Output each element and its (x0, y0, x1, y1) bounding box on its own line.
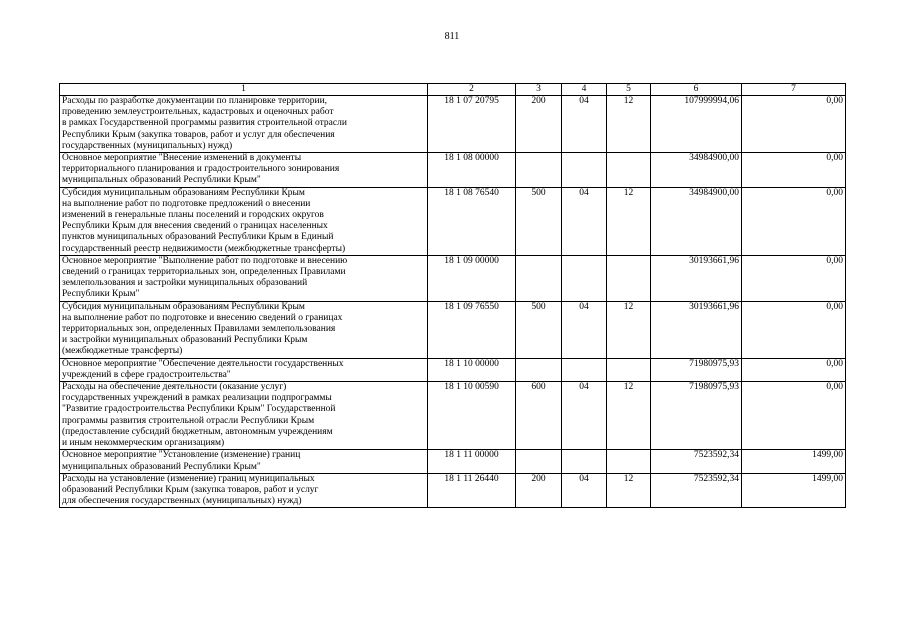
row-expense-type: 500 (516, 301, 562, 358)
row-subsection (607, 153, 651, 188)
table-row (60, 301, 846, 358)
row-subsection (607, 255, 651, 301)
row-sum-col6: 30193661,96 (651, 301, 742, 358)
row-target-code: 18 1 10 00590 (428, 382, 516, 450)
row-sum-col7: 0,00 (742, 382, 846, 450)
row-target-code: 18 1 09 00000 (428, 255, 516, 301)
row-section (562, 255, 607, 301)
header-col-7: 7 (742, 84, 846, 96)
row-name: Расходы на установление (изменение) границ муниципальных образований Республики Крым (закупка товаров, работ и услуг для обеспечения государственных (муниципальных) нужд) (60, 473, 428, 508)
row-name: Расходы на обеспечение деятельности (оказание услуг) государственных учреждений в рамках реализации подпрограммы "Развитие градостроительства Республики Крым" Государственной программы развития строительной отрасли Республики Крым (предоставление субсидий бюджетным, автономным учреждениям и иным некоммерческим организациям) (60, 382, 428, 450)
header-col-6: 6 (651, 84, 742, 96)
row-expense-type (516, 255, 562, 301)
row-expense-type (516, 358, 562, 381)
header-col-5: 5 (607, 84, 651, 96)
row-section: 04 (562, 473, 607, 508)
row-sum-col7: 1499,00 (742, 450, 846, 473)
row-sum-col6: 34984900,00 (651, 153, 742, 188)
table-row (60, 187, 846, 255)
row-subsection: 12 (607, 187, 651, 255)
table-row (60, 255, 846, 301)
table-row (60, 96, 846, 153)
row-name: Расходы по разработке документации по планировке территории, проведению землеустроительных, кадастровых и оценочных работ в рамках Государственной программы развития строительной отрасли Республики Крым (закупка товаров, работ и услуг для обеспечения государственных (муниципальных) нужд) (60, 96, 428, 153)
row-target-code: 18 1 08 76540 (428, 187, 516, 255)
row-expense-type: 200 (516, 473, 562, 508)
row-target-code: 18 1 11 26440 (428, 473, 516, 508)
row-sum-col6: 7523592,34 (651, 450, 742, 473)
row-sum-col7: 0,00 (742, 301, 846, 358)
row-sum-col6: 34984900,00 (651, 187, 742, 255)
row-subsection: 12 (607, 301, 651, 358)
row-sum-col7: 0,00 (742, 255, 846, 301)
row-expense-type (516, 153, 562, 188)
header-col-1: 1 (60, 84, 428, 96)
row-sum-col6: 71980975,93 (651, 382, 742, 450)
row-expense-type: 200 (516, 96, 562, 153)
row-expense-type: 600 (516, 382, 562, 450)
row-name: Субсидия муниципальным образованиям Республики Крым на выполнение работ по подготовке и внесению сведений о границах территориальных зон, определенных Правилами землепользования и застройки муниципальных образований Республики Крым (межбюджетные трансферты) (60, 301, 428, 358)
table-row (60, 450, 846, 473)
table-row (60, 473, 846, 508)
row-sum-col7: 1499,00 (742, 473, 846, 508)
table-row (60, 358, 846, 381)
table-row (60, 382, 846, 450)
row-target-code: 18 1 10 00000 (428, 358, 516, 381)
row-name: Основное мероприятие "Обеспечение деятельности государственных учреждений в сфере градостроительства" (60, 358, 428, 381)
row-name: Основное мероприятие "Выполнение работ по подготовке и внесению сведений о границах территориальных зон, определенных Правилами землепользования и застройки муниципальных образований Республики Крым" (60, 255, 428, 301)
table-row (60, 153, 846, 188)
row-sum-col7: 0,00 (742, 153, 846, 188)
row-sum-col6: 30193661,96 (651, 255, 742, 301)
header-col-3: 3 (516, 84, 562, 96)
row-sum-col7: 0,00 (742, 358, 846, 381)
row-subsection: 12 (607, 96, 651, 153)
row-target-code: 18 1 11 00000 (428, 450, 516, 473)
row-expense-type (516, 450, 562, 473)
row-section (562, 153, 607, 188)
table-header-row (60, 84, 846, 96)
row-section: 04 (562, 301, 607, 358)
row-section: 04 (562, 96, 607, 153)
row-subsection: 12 (607, 473, 651, 508)
row-subsection: 12 (607, 382, 651, 450)
budget-table (59, 83, 846, 508)
row-sum-col6: 107999994,06 (651, 96, 742, 153)
row-sum-col6: 71980975,93 (651, 358, 742, 381)
row-subsection (607, 450, 651, 473)
page-number: 811 (444, 31, 460, 42)
row-target-code: 18 1 07 20795 (428, 96, 516, 153)
row-section (562, 450, 607, 473)
row-name: Основное мероприятие "Внесение изменений в документы территориального планирования и градостроительного зонирования муниципальных образований Республики Крым" (60, 153, 428, 188)
row-expense-type: 500 (516, 187, 562, 255)
row-section: 04 (562, 382, 607, 450)
row-section: 04 (562, 187, 607, 255)
row-sum-col6: 7523592,34 (651, 473, 742, 508)
row-sum-col7: 0,00 (742, 187, 846, 255)
header-col-2: 2 (428, 84, 516, 96)
header-col-4: 4 (562, 84, 607, 96)
row-target-code: 18 1 08 00000 (428, 153, 516, 188)
row-name: Субсидия муниципальным образованиям Республики Крым на выполнение работ по подготовке предложений о внесении изменений в генеральные планы поселений и городских округов Республики Крым для внесения сведений о границах населенных пунктов муниципальных образований Республики Крым в Единый государственный реестр недвижимости (межбюджетные трансферты) (60, 187, 428, 255)
row-name: Основное мероприятие "Установление (изменение) границ муниципальных образований Республики Крым" (60, 450, 428, 473)
row-target-code: 18 1 09 76550 (428, 301, 516, 358)
row-sum-col7: 0,00 (742, 96, 846, 153)
row-subsection (607, 358, 651, 381)
row-section (562, 358, 607, 381)
